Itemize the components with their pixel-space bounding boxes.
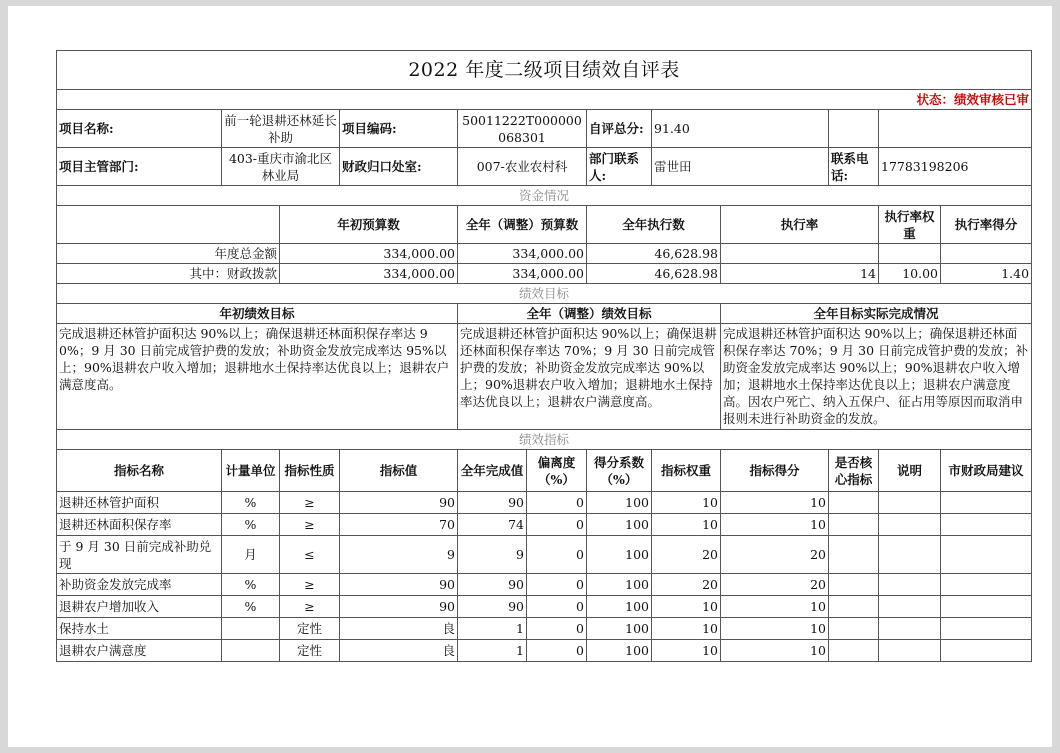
ind-done: 1 xyxy=(458,618,527,640)
funds-header-initial: 年初预算数 xyxy=(280,206,458,244)
ind-header-dev: 偏离度（%） xyxy=(527,450,587,492)
ind-unit: 月 xyxy=(222,536,280,574)
goals-header-actual: 全年目标实际完成情况 xyxy=(721,304,1032,324)
finance-value: 007-农业农村科 xyxy=(458,148,587,186)
score-label: 自评总分: xyxy=(587,110,652,148)
ind-advice xyxy=(941,618,1032,640)
funds-adjusted: 334,000.00 xyxy=(458,244,587,264)
ind-nature: ≥ xyxy=(280,492,340,514)
funds-rate xyxy=(721,244,879,264)
ind-header-name: 指标名称 xyxy=(57,450,222,492)
ind-name: 退耕还林管护面积 xyxy=(57,492,222,514)
ind-advice xyxy=(941,596,1032,618)
ind-weight: 10 xyxy=(652,596,721,618)
ind-note xyxy=(879,514,941,536)
report-sheet xyxy=(8,6,1052,747)
ind-header-score: 指标得分 xyxy=(721,450,829,492)
funds-header-rate: 执行率 xyxy=(721,206,879,244)
ind-advice xyxy=(941,514,1032,536)
funds-rate: 14 xyxy=(721,264,879,284)
funds-section-title: 资金情况 xyxy=(57,186,1032,206)
ind-nature: ≤ xyxy=(280,536,340,574)
ind-header-target: 指标值 xyxy=(340,450,458,492)
funds-score: 1.40 xyxy=(941,264,1032,284)
ind-header-done: 全年完成值 xyxy=(458,450,527,492)
funds-header-weight: 执行率权重 xyxy=(879,206,941,244)
funds-initial: 334,000.00 xyxy=(280,264,458,284)
ind-name: 补助资金发放完成率 xyxy=(57,574,222,596)
ind-header-weight: 指标权重 xyxy=(652,450,721,492)
ind-advice xyxy=(941,640,1032,662)
ind-note xyxy=(879,618,941,640)
ind-core xyxy=(829,618,879,640)
ind-score: 10 xyxy=(721,618,829,640)
ind-done: 74 xyxy=(458,514,527,536)
goal-actual-text: 完成退耕还林管护面积达 90%以上；确保退耕还林面积保存率达 70%；9 月 30 日前完成管护费的发放；补助资金发放完成率达 90%以上；90%退耕农户收入增加；退耕地水土保持率达优良以上；退耕农户满意度高。因农户死亡、纳入五保户、征占用等原因而取消申报则未进行补助资金的发放。 xyxy=(721,324,1032,430)
ind-target: 90 xyxy=(340,596,458,618)
funds-header-adjusted: 全年（调整）预算数 xyxy=(458,206,587,244)
funds-row-label: 其中：财政拨款 xyxy=(57,264,280,284)
ind-score: 10 xyxy=(721,492,829,514)
ind-note xyxy=(879,574,941,596)
ind-unit: % xyxy=(222,492,280,514)
goals-header-adjusted: 全年（调整）绩效目标 xyxy=(458,304,721,324)
ind-advice xyxy=(941,574,1032,596)
project-name-value: 前一轮退耕还林延长补助 xyxy=(222,110,340,148)
ind-header-core: 是否核心指标 xyxy=(829,450,879,492)
ind-score: 10 xyxy=(721,640,829,662)
ind-coef: 100 xyxy=(587,514,652,536)
ind-done: 90 xyxy=(458,492,527,514)
funds-initial: 334,000.00 xyxy=(280,244,458,264)
ind-coef: 100 xyxy=(587,618,652,640)
dept-value: 403-重庆市渝北区林业局 xyxy=(222,148,340,186)
performance-table xyxy=(56,50,1032,662)
ind-coef: 100 xyxy=(587,574,652,596)
ind-dev: 0 xyxy=(527,618,587,640)
ind-coef: 100 xyxy=(587,596,652,618)
ind-coef: 100 xyxy=(587,492,652,514)
phone-value: 17783198206 xyxy=(879,148,1032,186)
ind-target: 良 xyxy=(340,640,458,662)
ind-note xyxy=(879,596,941,618)
ind-name: 保持水土 xyxy=(57,618,222,640)
ind-score: 20 xyxy=(721,536,829,574)
page-title: 2022 年度二级项目绩效自评表 xyxy=(57,51,1032,90)
ind-core xyxy=(829,492,879,514)
ind-coef: 100 xyxy=(587,640,652,662)
ind-weight: 10 xyxy=(652,514,721,536)
ind-score: 20 xyxy=(721,574,829,596)
funds-header-score: 执行率得分 xyxy=(941,206,1032,244)
ind-dev: 0 xyxy=(527,536,587,574)
ind-core xyxy=(829,514,879,536)
ind-header-nature: 指标性质 xyxy=(280,450,340,492)
funds-score xyxy=(941,244,1032,264)
goals-header-initial: 年初绩效目标 xyxy=(57,304,458,324)
goals-section-title: 绩效目标 xyxy=(57,284,1032,304)
ind-core xyxy=(829,574,879,596)
ind-name: 于 9 月 30 日前完成补助兑现 xyxy=(57,536,222,574)
blank-cell xyxy=(829,110,879,148)
ind-unit xyxy=(222,640,280,662)
ind-done: 9 xyxy=(458,536,527,574)
funds-weight xyxy=(879,244,941,264)
ind-weight: 20 xyxy=(652,536,721,574)
ind-dev: 0 xyxy=(527,596,587,618)
ind-unit: % xyxy=(222,514,280,536)
ind-core xyxy=(829,536,879,574)
ind-header-advice: 市财政局建议 xyxy=(941,450,1032,492)
ind-target: 90 xyxy=(340,492,458,514)
ind-coef: 100 xyxy=(587,536,652,574)
ind-weight: 10 xyxy=(652,492,721,514)
phone-label: 联系电话: xyxy=(829,148,879,186)
contact-label: 部门联系人: xyxy=(587,148,652,186)
ind-header-note: 说明 xyxy=(879,450,941,492)
score-value: 91.40 xyxy=(652,110,829,148)
ind-header-coef: 得分系数（%） xyxy=(587,450,652,492)
project-code-value: 50011222T000000068301 xyxy=(458,110,587,148)
ind-nature: ≥ xyxy=(280,596,340,618)
ind-dev: 0 xyxy=(527,640,587,662)
funds-executed: 46,628.98 xyxy=(587,244,721,264)
funds-adjusted: 334,000.00 xyxy=(458,264,587,284)
project-code-label: 项目编码: xyxy=(340,110,458,148)
ind-note xyxy=(879,536,941,574)
ind-core xyxy=(829,596,879,618)
ind-nature: 定性 xyxy=(280,640,340,662)
ind-weight: 20 xyxy=(652,574,721,596)
ind-nature: ≥ xyxy=(280,514,340,536)
ind-nature: ≥ xyxy=(280,574,340,596)
ind-unit xyxy=(222,618,280,640)
contact-value: 雷世田 xyxy=(652,148,829,186)
ind-dev: 0 xyxy=(527,574,587,596)
ind-weight: 10 xyxy=(652,640,721,662)
ind-core xyxy=(829,640,879,662)
ind-note xyxy=(879,640,941,662)
ind-dev: 0 xyxy=(527,514,587,536)
funds-weight: 10.00 xyxy=(879,264,941,284)
goal-initial-text: 完成退耕还林管护面积达 90%以上；确保退耕还林面积保存率达 90%；9 月 30 日前完成管护费的发放；补助资金发放完成率达 95%以上；90%退耕农户收入增加；退耕地水土保持率达优良以上；退耕农户满意度高。 xyxy=(57,324,458,430)
ind-target: 9 xyxy=(340,536,458,574)
blank-cell xyxy=(879,110,1032,148)
ind-target: 90 xyxy=(340,574,458,596)
indicators-section-title: 绩效指标 xyxy=(57,430,1032,450)
blank-cell xyxy=(57,206,280,244)
funds-executed: 46,628.98 xyxy=(587,264,721,284)
ind-unit: % xyxy=(222,574,280,596)
ind-note xyxy=(879,492,941,514)
goal-adjusted-text: 完成退耕还林管护面积达 90%以上；确保退耕还林面积保存率达 70%；9 月 30 日前完成管护费的发放；补助资金发放完成率达 90%以上；90%退耕农户收入增加；退耕地水土保持率达优良以上；退耕农户满意度高。 xyxy=(458,324,721,430)
finance-label: 财政归口处室: xyxy=(340,148,458,186)
ind-target: 良 xyxy=(340,618,458,640)
ind-name: 退耕农户满意度 xyxy=(57,640,222,662)
ind-unit: % xyxy=(222,596,280,618)
dept-label: 项目主管部门: xyxy=(57,148,222,186)
ind-done: 90 xyxy=(458,596,527,618)
ind-dev: 0 xyxy=(527,492,587,514)
ind-advice xyxy=(941,536,1032,574)
ind-done: 1 xyxy=(458,640,527,662)
funds-header-executed: 全年执行数 xyxy=(587,206,721,244)
ind-score: 10 xyxy=(721,596,829,618)
ind-target: 70 xyxy=(340,514,458,536)
status-badge: 状态：绩效审核已审 xyxy=(57,90,1032,110)
ind-score: 10 xyxy=(721,514,829,536)
project-name-label: 项目名称: xyxy=(57,110,222,148)
ind-weight: 10 xyxy=(652,618,721,640)
ind-done: 90 xyxy=(458,574,527,596)
ind-nature: 定性 xyxy=(280,618,340,640)
ind-name: 退耕农户增加收入 xyxy=(57,596,222,618)
funds-row-label: 年度总金额 xyxy=(57,244,280,264)
ind-name: 退耕还林面积保存率 xyxy=(57,514,222,536)
ind-header-unit: 计量单位 xyxy=(222,450,280,492)
ind-advice xyxy=(941,492,1032,514)
